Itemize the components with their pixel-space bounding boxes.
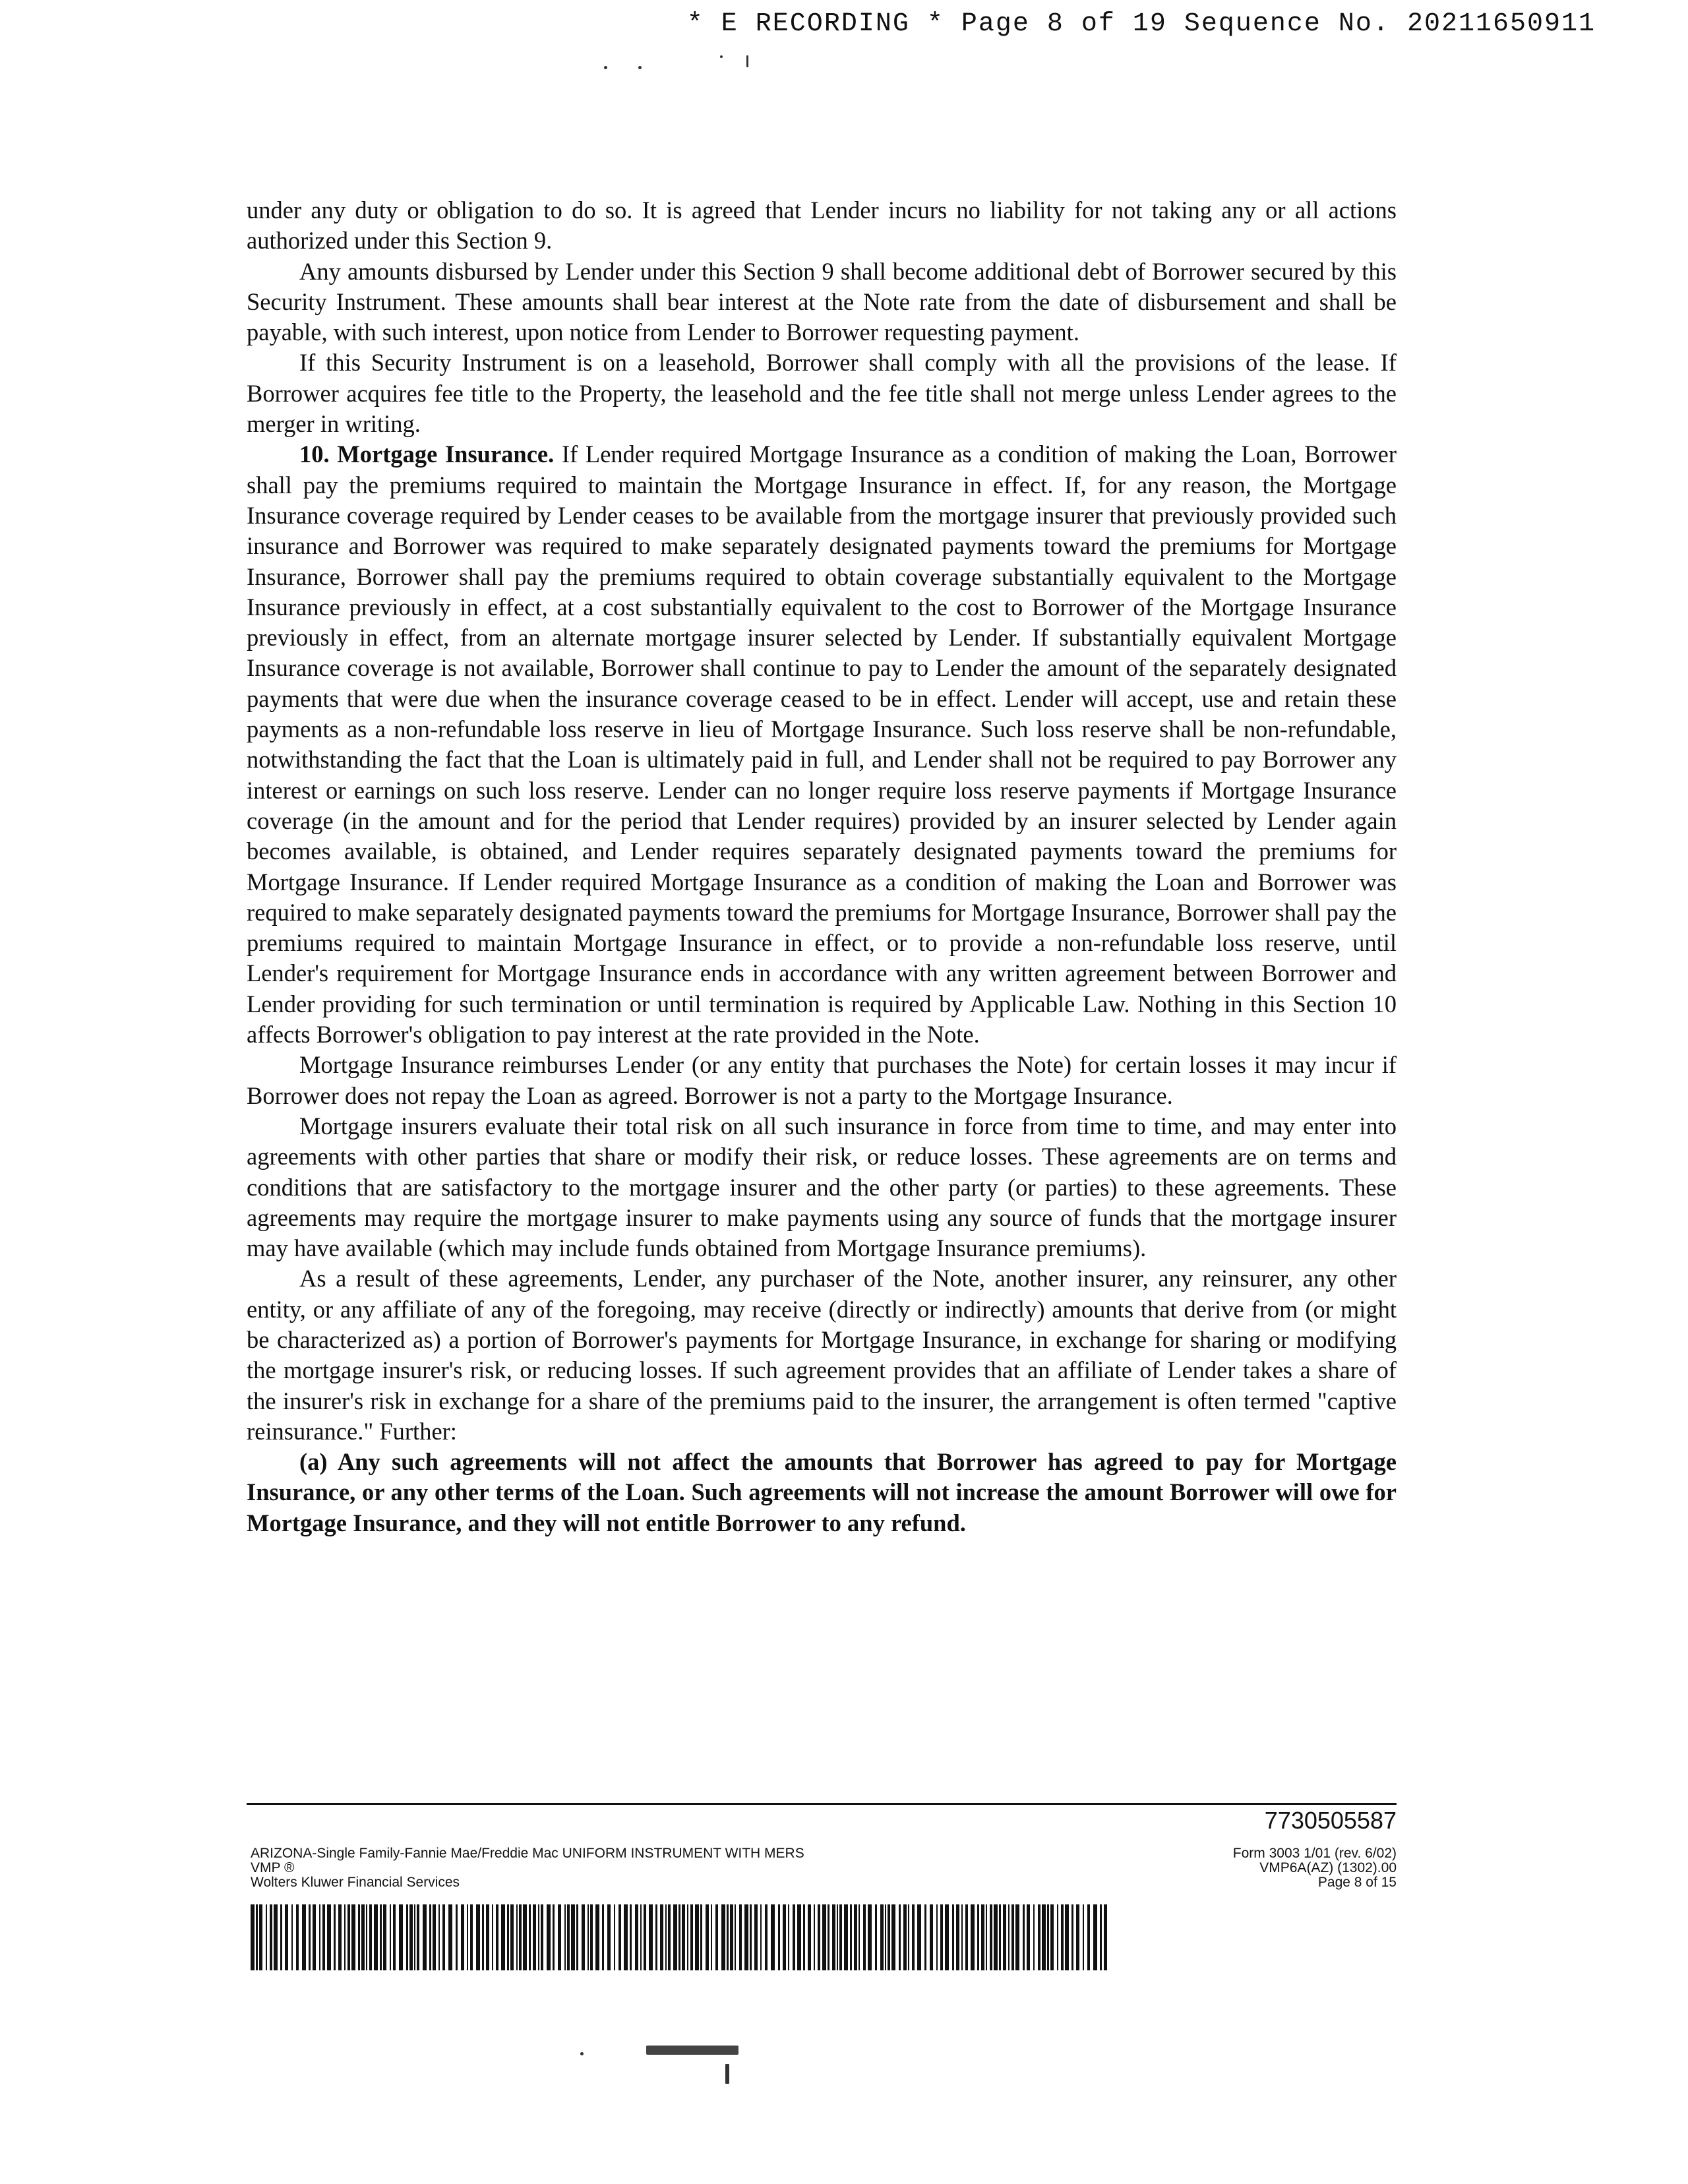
barcode-bar xyxy=(940,1904,943,1970)
barcode-bar xyxy=(470,1904,473,1970)
barcode-bar xyxy=(414,1904,415,1970)
paragraph: If this Security Instrument is on a leasehold, Borrower shall comply with all the provisions of the lease. If Borrower acquires fee title to the Property, the leasehold and the fee title shall not merge unless Lender agrees to the merger in writing. xyxy=(247,349,1397,438)
barcode-bar xyxy=(380,1904,382,1970)
barcode-bar xyxy=(602,1904,604,1970)
barcode-bar xyxy=(715,1904,718,1970)
barcode-bar xyxy=(875,1904,877,1970)
barcode-bar xyxy=(309,1904,311,1970)
barcode-bar xyxy=(302,1904,306,1970)
barcode-bar xyxy=(690,1904,693,1970)
barcode-bar xyxy=(607,1904,611,1970)
barcode-bar xyxy=(369,1904,372,1970)
barcode-bar xyxy=(828,1904,829,1970)
barcode-bar xyxy=(429,1904,431,1970)
barcode-bar xyxy=(924,1904,926,1970)
barcode-bar xyxy=(739,1904,742,1970)
barcode-bar xyxy=(1100,1904,1102,1970)
barcode-bar xyxy=(1050,1904,1054,1970)
barcode-bar xyxy=(501,1904,505,1970)
barcode-bar xyxy=(912,1904,915,1970)
barcode-bar xyxy=(1065,1904,1069,1970)
barcode-bar xyxy=(977,1904,979,1970)
barcode-bar xyxy=(1076,1904,1079,1970)
barcode-bar xyxy=(1061,1904,1064,1970)
barcode-bar xyxy=(765,1904,768,1970)
barcode-bar xyxy=(558,1904,561,1970)
barcode-bar xyxy=(644,1904,646,1970)
barcode-bar xyxy=(1093,1904,1097,1970)
barcode-bar xyxy=(564,1904,566,1970)
barcode-bar xyxy=(423,1904,427,1970)
barcode-bar xyxy=(1015,1904,1019,1970)
barcode-bar xyxy=(956,1904,959,1970)
barcode-bar xyxy=(1023,1904,1025,1970)
barcode-bar xyxy=(327,1904,331,1970)
recording-header: * E RECORDING * Page 8 of 19 Sequence No. 20211650911 xyxy=(686,9,1596,39)
form-title: ARIZONA-Single Family-Fannie Mae/Freddie Mac UNIFORM INSTRUMENT WITH MERS xyxy=(251,1846,804,1861)
scan-speck xyxy=(646,2046,738,2055)
barcode-bar xyxy=(496,1904,498,1970)
barcode-bar xyxy=(986,1904,987,1970)
barcode-bar xyxy=(510,1904,514,1970)
barcode-bar xyxy=(296,1904,299,1970)
barcode-bar xyxy=(721,1904,725,1970)
barcode-bar xyxy=(744,1904,748,1970)
barcode-bar xyxy=(406,1904,408,1970)
barcode-bar xyxy=(516,1904,518,1970)
barcode-bar xyxy=(1038,1904,1040,1970)
section-10-paragraph xyxy=(247,439,1397,1050)
barcode-bar xyxy=(682,1904,685,1970)
section-10-text: If Lender required Mortgage Insurance as a condition of making the Loan, Borrower shall pay the premiums required to maintain the Mortgage Insurance in effect. If, for any reason, the Mortgage Insurance coverage required by Lender ceases to be available from the mortgage insurer that previously provided such insurance and Borrower was required to make separately designated payments toward the premiums for Mortgage Insurance, Borrower shall pay the premiums required to obtain coverage substantially equivalent to the Mortgage Insurance previously in effect, at a cost substantially equivalent to the cost to Borrower of the Mortgage Insurance previously in effect, from an alternate mortgage insurer selected by Lender. If substantially equivalent Mortgage Insurance coverage is not available, Borrower shall continue to pay to Lender the amount of the separately designated payments that were due when the insurance coverage ceased to be in effect. Lender will accept, use and retain these payments as a non-refundable loss reserve in lieu of Mortgage Insurance. Such loss reserve shall be non-refundable, notwithstanding the fact that the Loan is ultimately paid in full, and Lender shall not be required to pay Borrower any interest or earnings on such loss reserve. Lender can no longer require loss reserve payments if Mortgage Insurance coverage (in the amount and for the period that Lender requires) provided by an insurer selected by Lender again becomes available, is obtained, and Lender requires separately designated payments toward the premiums for Mortgage Insurance. If Lender required Mortgage Insurance as a condition of making the Loan and Borrower was required to make separately designated payments toward the premiums for Mortgage Insurance, Borrower shall pay the premiums required to maintain Mortgage Insurance in effect, or to provide a non-refundable loss reserve, until Lender's requirement for Mortgage Insurance ends in accordance with any written agreement between Borrower and Lender providing for such termination or until termination is required by Applicable Law. Nothing in this Section 10 affects Borrower's obligation to pay interest at the rate provided in the Note. xyxy=(247,440,1397,1048)
barcode-bar xyxy=(576,1904,578,1970)
vmp-code: VMP6A(AZ) (1302).00 xyxy=(1259,1860,1397,1875)
barcode-bar xyxy=(706,1904,709,1970)
barcode-bar xyxy=(383,1904,386,1970)
barcode-bar xyxy=(822,1904,826,1970)
barcode-bar xyxy=(850,1904,852,1970)
loan-number: 7730505587 xyxy=(1264,1807,1397,1834)
barcode-bar xyxy=(917,1904,921,1970)
barcode-bar xyxy=(783,1904,786,1970)
barcode-bar xyxy=(538,1904,539,1970)
barcode-bar xyxy=(673,1904,677,1970)
barcode-bar xyxy=(624,1904,628,1970)
barcode-bar xyxy=(1011,1904,1014,1970)
barcode-bar xyxy=(1003,1904,1006,1970)
barcode-bar xyxy=(442,1904,445,1970)
section-10-heading: 10. Mortgage Insurance. xyxy=(299,440,555,468)
barcode-bar xyxy=(936,1904,938,1970)
barcode-bar xyxy=(945,1904,949,1970)
barcode-bar xyxy=(274,1904,278,1970)
barcode-bar xyxy=(961,1904,963,1970)
barcode-bar xyxy=(476,1904,480,1970)
barcode-bar xyxy=(280,1904,282,1970)
barcode-bar xyxy=(837,1904,838,1970)
barcode-bar xyxy=(640,1904,642,1970)
barcode-bar xyxy=(952,1904,954,1970)
barcode-bar xyxy=(319,1904,320,1970)
publisher: Wolters Kluwer Financial Services xyxy=(251,1875,460,1890)
barcode-bar xyxy=(727,1904,729,1970)
barcode xyxy=(251,1904,1108,1970)
barcode-bar xyxy=(541,1904,543,1970)
barcode-bar xyxy=(1047,1904,1049,1970)
footer-divider xyxy=(247,1803,1397,1805)
paragraph: Mortgage Insurance reimburses Lender (or any entity that purchases the Note) for certain losses it may incur if Borrower does not repay the Loan as agreed. Borrower is not a party to the Mortgage Insurance. xyxy=(247,1051,1397,1109)
barcode-bar xyxy=(461,1904,464,1970)
barcode-bar xyxy=(678,1904,680,1970)
barcode-bar xyxy=(891,1904,895,1970)
barcode-bar xyxy=(687,1904,688,1970)
barcode-bar xyxy=(994,1904,998,1970)
barcode-bar xyxy=(313,1904,316,1970)
paragraph: As a result of these agreements, Lender, any purchaser of the Note, another insurer, any reinsurer, any other entity, or any affiliate of any of the foregoing, may receive (directly or indirectly) amounts that derive from (or might be characterized as) a portion of Borrower's payments for Mortgage Insurance, in exchange for sharing or modifying the mortgage insurer's risk, or reducing losses. If such agreement provides that an affiliate of Lender takes a share of the insurer's risk in exchange for a share of the premiums paid to the insurer, the arrangement is often termed "captive reinsurance." Further: xyxy=(247,1265,1397,1445)
barcode-bar xyxy=(750,1904,752,1970)
barcode-bar xyxy=(868,1904,872,1970)
barcode-bar xyxy=(519,1904,522,1970)
barcode-bar xyxy=(971,1904,975,1970)
barcode-bar xyxy=(1057,1904,1058,1970)
barcode-bar xyxy=(880,1904,884,1970)
barcode-bar xyxy=(863,1904,866,1970)
footer-form-number xyxy=(1233,1846,1397,1890)
barcode-bar xyxy=(467,1904,468,1970)
barcode-bar xyxy=(351,1904,355,1970)
barcode-bar xyxy=(635,1904,638,1970)
barcode-bar xyxy=(760,1904,762,1970)
barcode-bar xyxy=(358,1904,360,1970)
barcode-bar xyxy=(374,1904,378,1970)
form-number: Form 3003 1/01 (rev. 6/02) xyxy=(1232,1846,1397,1861)
barcode-bar xyxy=(567,1904,570,1970)
barcode-bar xyxy=(700,1904,702,1970)
barcode-bar xyxy=(529,1904,531,1970)
barcode-bar xyxy=(533,1904,536,1970)
barcode-bar xyxy=(251,1904,255,1970)
barcode-bar xyxy=(797,1904,801,1970)
bold-clause-a: (a) Any such agreements will not affect the amounts that Borrower has agreed to pay for Mortgage Insurance, or any other terms of the Loan. Such agreements will not increase the amount Borrower will owe for Mortgage Insurance, and they will not entitle Borrower to any refund. xyxy=(247,1448,1397,1536)
barcode-bar xyxy=(665,1904,667,1970)
barcode-bar xyxy=(981,1904,984,1970)
barcode-bar xyxy=(990,1904,992,1970)
barcode-bar xyxy=(660,1904,663,1970)
barcode-bar xyxy=(366,1904,367,1970)
barcode-bar xyxy=(590,1904,593,1970)
barcode-bar xyxy=(547,1904,551,1970)
barcode-bar xyxy=(854,1904,857,1970)
barcode-bar xyxy=(266,1904,267,1970)
barcode-bar xyxy=(885,1904,886,1970)
barcode-bar xyxy=(649,1904,653,1970)
barcode-bar xyxy=(655,1904,657,1970)
barcode-bar xyxy=(899,1904,901,1970)
barcode-bar xyxy=(1027,1904,1030,1970)
scan-speck xyxy=(604,66,607,69)
barcode-bar xyxy=(818,1904,820,1970)
barcode-bar xyxy=(1104,1904,1107,1970)
barcode-bar xyxy=(588,1904,589,1970)
barcode-bar xyxy=(839,1904,842,1970)
barcode-bar xyxy=(1087,1904,1090,1970)
barcode-bar xyxy=(553,1904,555,1970)
barcode-bar xyxy=(618,1904,621,1970)
barcode-bar xyxy=(814,1904,815,1970)
scan-speck xyxy=(720,55,723,58)
barcode-bar xyxy=(399,1904,403,1970)
barcode-bar xyxy=(711,1904,712,1970)
barcode-bar xyxy=(1042,1904,1046,1970)
barcode-bar xyxy=(492,1904,493,1970)
barcode-bar xyxy=(832,1904,835,1970)
barcode-bar xyxy=(322,1904,325,1970)
barcode-bar xyxy=(999,1904,1001,1970)
barcode-bar xyxy=(1071,1904,1073,1970)
barcode-bar xyxy=(344,1904,346,1970)
barcode-bar xyxy=(965,1904,968,1970)
barcode-bar xyxy=(788,1904,789,1970)
barcode-bar xyxy=(438,1904,440,1970)
barcode-bar xyxy=(433,1904,436,1970)
barcode-bar xyxy=(803,1904,805,1970)
barcode-bar xyxy=(507,1904,509,1970)
paragraph: Mortgage insurers evaluate their total risk on all such insurance in force from time to time, and may enter into agreements with other parties that share or modify their risk, or reduce losses. These agreements are on terms and conditions that are satisfactory to the mortgage insurer and the other party (or parties) to these agreements. These agreements may require the mortgage insurer to make payments using any source of funds that the mortgage insurer may have available (which may include funds obtained from Mortgage Insurance premiums). xyxy=(247,1112,1397,1262)
barcode-bar xyxy=(571,1904,575,1970)
barcode-bar xyxy=(630,1904,632,1970)
barcode-bar xyxy=(291,1904,293,1970)
barcode-bar xyxy=(482,1904,484,1970)
barcode-bar xyxy=(614,1904,615,1970)
scan-speck xyxy=(746,55,748,67)
barcode-bar xyxy=(448,1904,452,1970)
barcode-bar xyxy=(456,1904,458,1970)
scan-speck xyxy=(638,66,642,69)
barcode-bar xyxy=(338,1904,342,1970)
barcode-bar xyxy=(285,1904,288,1970)
barcode-bar xyxy=(595,1904,599,1970)
barcode-bar xyxy=(1033,1904,1035,1970)
barcode-bar xyxy=(668,1904,671,1970)
barcode-bar xyxy=(793,1904,795,1970)
barcode-bar xyxy=(417,1904,419,1970)
barcode-bar xyxy=(523,1904,527,1970)
paragraph: under any duty or obligation to do so. It is agreed that Lender incurs no liability for not taking any or all actions authorized under this Section 9. xyxy=(247,197,1397,255)
document-body xyxy=(247,195,1397,1538)
barcode-bar xyxy=(1008,1904,1010,1970)
barcode-bar xyxy=(844,1904,848,1970)
barcode-bar xyxy=(695,1904,699,1970)
barcode-bar xyxy=(409,1904,413,1970)
footer-form-info xyxy=(251,1846,804,1890)
scan-speck xyxy=(725,2064,729,2084)
barcode-bar xyxy=(908,1904,909,1970)
barcode-bar xyxy=(361,1904,365,1970)
barcode-bar xyxy=(390,1904,391,1970)
barcode-bar xyxy=(270,1904,272,1970)
barcode-bar xyxy=(778,1904,780,1970)
barcode-bar xyxy=(735,1904,736,1970)
barcode-bar xyxy=(888,1904,890,1970)
barcode-bar xyxy=(256,1904,258,1970)
barcode-bar xyxy=(582,1904,585,1970)
barcode-bar xyxy=(486,1904,489,1970)
scan-speck xyxy=(580,2052,584,2055)
barcode-bar xyxy=(334,1904,336,1970)
barcode-bar xyxy=(903,1904,907,1970)
paragraph: Any amounts disbursed by Lender under this Section 9 shall become additional debt of Borrower secured by this Security Instrument. These amounts shall bear interest at the Note rate from the date of disbursement and shall be payable, with such interest, upon notice from Lender to Borrower requesting payment. xyxy=(247,257,1397,346)
barcode-bar xyxy=(730,1904,733,1970)
barcode-bar xyxy=(771,1904,775,1970)
vmp-label: VMP ® xyxy=(251,1860,295,1875)
barcode-bar xyxy=(347,1904,350,1970)
barcode-bar xyxy=(808,1904,811,1970)
page-indicator: Page 8 of 15 xyxy=(1317,1875,1397,1890)
barcode-bar xyxy=(930,1904,933,1970)
barcode-bar xyxy=(754,1904,758,1970)
barcode-bar xyxy=(259,1904,262,1970)
barcode-bar xyxy=(859,1904,860,1970)
barcode-bar xyxy=(393,1904,396,1970)
barcode-bar xyxy=(1083,1904,1084,1970)
